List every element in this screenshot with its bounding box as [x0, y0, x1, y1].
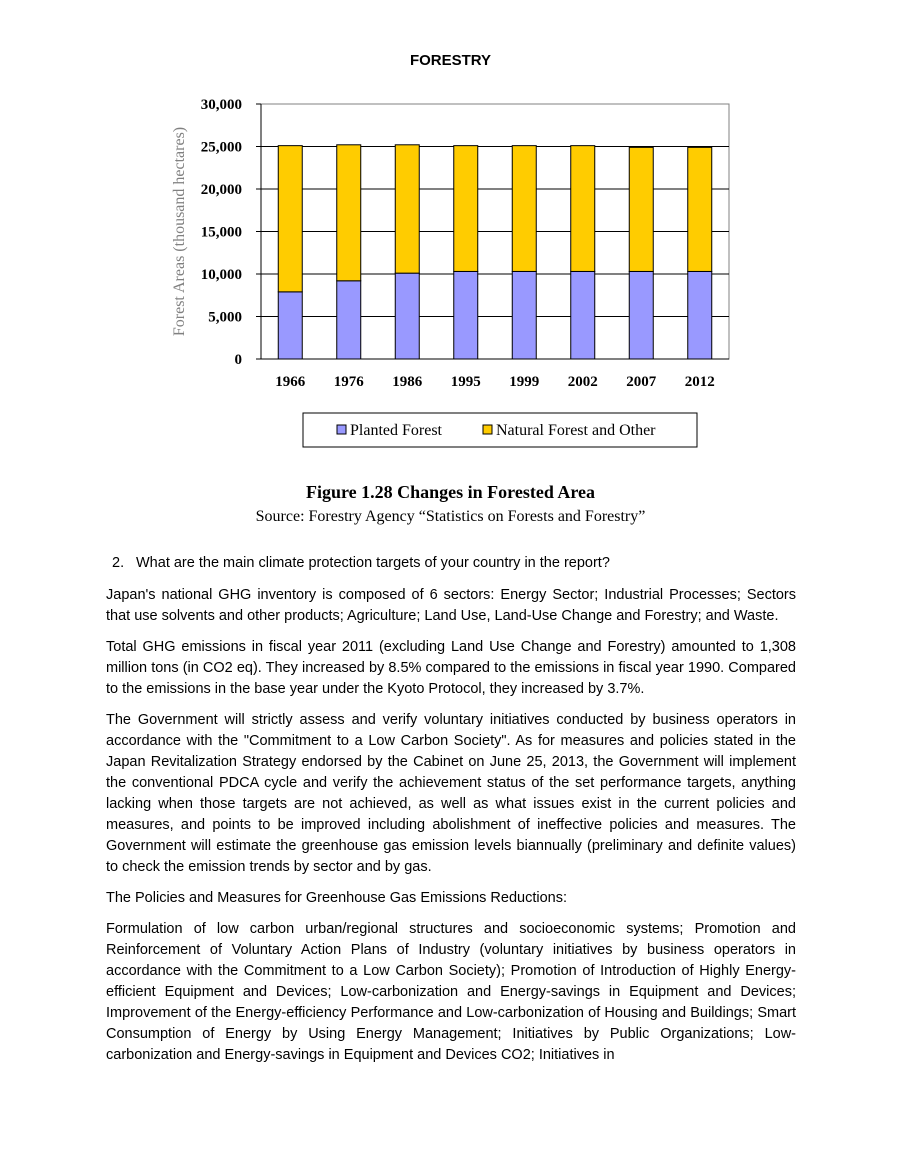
body-text [106, 585, 796, 1076]
question-number: 2. [112, 555, 125, 571]
bar-natural-2002 [571, 146, 595, 272]
bar-planted-1999 [512, 271, 536, 359]
x-tick-label: 2007 [626, 374, 657, 390]
forest-area-chart [0, 0, 901, 470]
x-tick-label: 1966 [275, 374, 306, 390]
paragraph-5: Formulation of low carbon urban/regional structures and socioeconomic systems; Promotion and Reinforcement of Voluntary Action Plans of Industry (voluntary initiatives by business operators in accordance with the Commitment to a Low Carbon Society); Promotion of Introduction of Highly Energy-efficient Equipment and Devices; Low-carbonization and Energy-savings in Equipment and Devices; Improvement of the Energy-efficiency Performance and Low-carbonization of Housing and Buildings; Smart Consumption of Energy by Using Energy Management; Initiatives by Public Organizations; Low-carbonization and Energy-savings in Equipment and Devices CO2; Initiatives in [106, 921, 796, 1063]
bar-natural-1976 [337, 145, 361, 281]
paragraph-4: The Policies and Measures for Greenhouse Gas Emissions Reductions: [106, 890, 567, 906]
bar-planted-1976 [337, 281, 361, 359]
x-tick-label: 1995 [450, 374, 481, 390]
y-tick-label: 0 [234, 352, 242, 368]
bar-planted-1986 [395, 273, 419, 359]
y-tick-label: 10,000 [200, 267, 242, 283]
bar-planted-1995 [454, 271, 478, 359]
figure-source: Source: Forestry Agency “Statistics on Forests and Forestry” [255, 508, 646, 525]
x-tick-label: 1999 [509, 374, 540, 390]
bar-natural-1986 [395, 145, 419, 273]
legend-swatch [337, 425, 346, 434]
bar-natural-1966 [278, 146, 302, 292]
y-tick-label: 5,000 [208, 309, 242, 326]
bar-natural-2007 [629, 147, 653, 271]
page-header: FORESTRY [409, 52, 492, 69]
legend-label: Natural Forest and Other [496, 422, 656, 439]
bar-planted-1966 [278, 292, 302, 359]
y-axis-label: Forest Areas (thousand hectares) [171, 126, 188, 337]
figure-caption: Figure 1.28 Changes in Forested Area [306, 482, 595, 502]
y-tick-label: 25,000 [200, 139, 242, 156]
bar-natural-1995 [454, 146, 478, 272]
bar-planted-2007 [629, 271, 653, 359]
legend-swatch [483, 425, 492, 434]
y-tick-label: 30,000 [200, 97, 242, 113]
y-tick-label: 15,000 [200, 224, 242, 241]
bar-planted-2002 [571, 271, 595, 359]
question [112, 555, 812, 571]
x-tick-label: 2002 [567, 374, 598, 390]
question-text: What are the main climate protection targets of your country in the report? [136, 555, 610, 571]
paragraph-1: Japan's national GHG inventory is composed of 6 sectors: Energy Sector; Industrial Processes; Sectors that use solvents and other products; Agriculture; Land Use, Land-Use Change and Forestry; and Waste. [106, 587, 796, 624]
bar-planted-2012 [688, 271, 712, 359]
x-tick-label: 1976 [333, 374, 364, 390]
bar-natural-1999 [512, 146, 536, 272]
y-tick-label: 20,000 [200, 182, 242, 198]
bar-natural-2012 [688, 147, 712, 271]
paragraph-2: Total GHG emissions in fiscal year 2011 (excluding Land Use Change and Forestry) amounted to 1,308 million tons (in CO2 eq). They increased by 8.5% compared to the emissions in fiscal year 1990. Compared to the emissions in the base year under the Kyoto Protocol, they increased by 3.7%. [106, 639, 796, 697]
legend-label: Planted Forest [350, 422, 442, 439]
x-tick-label: 2012 [684, 374, 715, 390]
x-tick-label: 1986 [392, 374, 423, 390]
paragraph-3: The Government will strictly assess and verify voluntary initiatives conducted by business operators in accordance with the "Commitment to a Low Carbon Society". As for measures and policies stated in the Japan Revitalization Strategy endorsed by the Cabinet on June 25, 2013, the Government will implement the conventional PDCA cycle and verify the achievement status of the set performance targets, anything lacking when those targets are not achieved, as well as what issues exist in the current policies and measures, and points to be improved including abolishment of ineffective policies and measures. The Government will estimate the greenhouse gas emission levels biannually (preliminary and definite values) to check the emission trends by sector and by gas. [106, 712, 796, 875]
